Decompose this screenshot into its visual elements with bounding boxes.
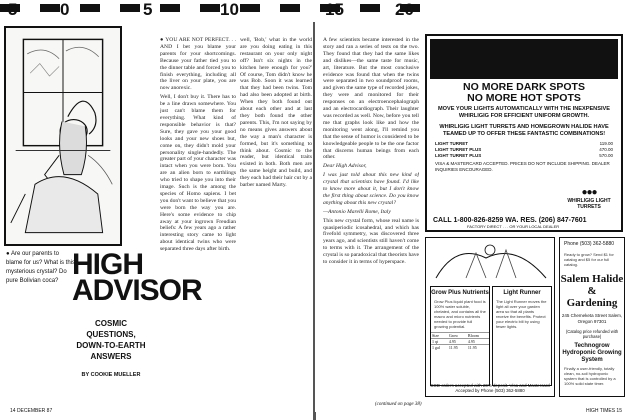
table-cell: 1 gal xyxy=(431,345,448,351)
price-list xyxy=(427,140,621,174)
salem-halide-ad xyxy=(559,237,625,397)
ruler-number: 5 xyxy=(143,0,153,19)
ruler-number: 10 xyxy=(220,0,239,19)
ruler-number: 20 xyxy=(395,0,414,19)
ad-phone-sub: FACTORY DIRECT . . . OR YOUR LOCAL DEALER xyxy=(467,224,560,229)
article-column-3 xyxy=(323,37,419,402)
price-item-name: LIGHT TURRET PLUS xyxy=(435,147,482,152)
table-cell: 4.95 xyxy=(448,339,467,345)
store-name xyxy=(560,273,624,309)
pull-quote-text: Are our parents to blame for us? What is this mysterious crystal? Do pure Bolivian coca? xyxy=(6,251,76,284)
ad-photo xyxy=(430,39,618,79)
ruler-block xyxy=(40,4,60,12)
ruler-block xyxy=(280,4,300,12)
panel-body: Grow Plus liquid plant food is 100% water soluble, chelated, and contains all the macro and micro nutrients needed to provide full growing potential. xyxy=(434,299,486,329)
whirligig-ad xyxy=(425,34,623,232)
grow-plus-ad xyxy=(425,237,555,397)
pull-quote xyxy=(6,250,76,286)
ad-headline: NO MORE HOT SPOTS xyxy=(467,92,581,104)
bullet-icon: ● xyxy=(6,251,10,257)
catalog-note: (Catalog price refunded with purchase) xyxy=(565,329,619,339)
store-address: 245 Chemeketa Street Salem, Oregon 97301 xyxy=(561,313,623,324)
store-name-line: Salem Halide xyxy=(560,273,624,285)
price-table xyxy=(431,332,489,350)
price-item-name: LIGHT TURRET xyxy=(435,141,468,146)
letter-signature: —Antonio Marelli Rome, Italy xyxy=(323,208,391,215)
store-name-line: & xyxy=(587,285,597,297)
ruler-number: 0 xyxy=(60,0,70,19)
body-paragraph: Well, I don't buy it. There has to be a line drawn somewhere. You just can't blame them for everything. What kind of responsible behavior is that? Sure, they gave you your good looks and your new shoes but, come on, they didn't mold your personality single-handedly. The greater part of your character was intact when you were born. You are an alien born to earthlings who tried to shape you into their image. Such is the among the species of Homo sapiens. I bet you don't want to believe that you were born the way you are. Here's some evidence to chip away at your ingrown Freudian beliefs: A few years ago a rather interesting story came to light about identical twins who were separated three days after birth. xyxy=(160,94,236,253)
continued-note: (continued on page 38) xyxy=(375,402,422,407)
letter-salutation: Dear High Advisor, xyxy=(323,163,367,170)
ruler-block xyxy=(160,4,180,12)
whirligig-logo xyxy=(565,187,613,210)
price-value: 470.00 xyxy=(599,147,613,152)
table-cell: 4.95 xyxy=(467,339,489,345)
color-ruler xyxy=(0,0,630,22)
ruler-block xyxy=(360,4,380,12)
table-cell: 11.95 xyxy=(467,345,489,351)
ad-note: VISA & MASTERCARD ACCEPTED. PRICES DO NOT INCLUDE SHIPPING. DEALER INQUIRIES ENCOURAGED. xyxy=(435,161,610,172)
light-runner-panel xyxy=(492,286,552,386)
headline: HIGH ADVISOR xyxy=(72,248,202,307)
panel-title: Light Runner xyxy=(503,290,541,296)
ad-phone: Phone (503) 362-5880 xyxy=(564,241,615,247)
ad-intro: Ready to grow? Send $1 for catalog and $5 for our full catalog. xyxy=(564,252,614,267)
price-item-name: LIGHT TURRET PLUS xyxy=(435,153,482,158)
body-paragraph: This new crystal form, whose real name is quasiperiodic icosahedral, and which has fivefold symmetry, was discovered three years ago, and scientists still haven't come to terms with it. The arrangement of the crystal is so paradoxical that theorists have to consider it in terms of hyperspace. xyxy=(323,217,419,266)
ruler-block xyxy=(240,4,260,12)
logo-text: WHIRLIGIG LIGHT TURRETS xyxy=(567,198,611,210)
panel-body: The Light Runner moves the light all over your garden area so that all plants receive the benefits. Protect your electric bill by using fewer lights. xyxy=(496,299,547,329)
ruler-block xyxy=(200,4,220,12)
page-folio: HIGH TIMES 15 xyxy=(585,408,622,414)
ad-body: WHIRLIGIG LIGHT TURRETS AND HOMEGROWN HALIDE HAVE TEAMED UP TO OFFER THESE FANTASTIC COMBINATIONS! xyxy=(439,124,609,137)
letter-body: I was just told about this new kind of crystal that scientists have found. I'd like to know more about it, but I don't know the first thing about science. Do you know anything about this new crystal? xyxy=(323,172,419,206)
price-row xyxy=(435,153,613,159)
deck: COSMIC QUESTIONS, DOWN-TO-EARTH ANSWERS xyxy=(76,319,146,361)
plant-illustration-icon xyxy=(426,238,554,282)
table-cell: 1 qt xyxy=(431,339,448,345)
grow-plus-panel xyxy=(430,286,490,386)
ad-headline: NO MORE DARK SPOTS xyxy=(463,81,585,93)
store-name-line: Gardening xyxy=(566,297,618,309)
table-cell: Bloom xyxy=(467,333,489,339)
price-value: 570.00 xyxy=(599,153,613,158)
right-page xyxy=(315,22,630,412)
table-row xyxy=(431,345,489,351)
line-drawing-icon xyxy=(6,28,120,244)
dots-icon: ●●● xyxy=(581,187,597,198)
ad-subhead: MOVE YOUR LIGHTS AUTOMATICALLY WITH THE INEXPENSIVE WHIRLIGIG FOR EFFICIENT UNIFORM GROWTH. xyxy=(438,106,610,119)
left-page xyxy=(0,22,315,412)
table-cell: Grow xyxy=(448,333,467,339)
product-description: Finally a user-friendly, totally clean, no-soil hydroponic system that is controlled by a 100% solid state timer. xyxy=(564,366,616,386)
illustration-woman-at-window xyxy=(4,26,122,246)
byline: BY COOKIE MUELLER xyxy=(81,372,141,378)
table-cell: 11.95 xyxy=(448,345,467,351)
page-folio: 14 DECEMBER 87 xyxy=(10,408,53,414)
product-title: Technogrow Hydroponic Growing System xyxy=(562,343,622,363)
ruler-number: 5 xyxy=(8,0,18,19)
ad-phone: CALL 1-800-826-8259 WA. RES. (206) 847-7601 xyxy=(433,217,587,224)
price-value: 119.00 xyxy=(599,141,613,146)
ad-footer: COD orders accepted with 20% deposit. Visa and Mastercard Accepted by Phone (503) 362-5880 xyxy=(430,383,550,393)
ruler-block xyxy=(80,4,100,12)
panel-title: Grow Plus Nutrients xyxy=(431,290,489,296)
ruler-block xyxy=(120,4,140,12)
bullet-icon: ● xyxy=(160,37,164,43)
intro-paragraph: YOU ARE NOT PERFECT. . . AND I bet you blame your parents for your shortcomings. Because your father tied you to the dinner table and forced you to finish everything, including all the liver on your plate, you are now anorexic. xyxy=(160,37,236,92)
ruler-number: 15 xyxy=(325,0,344,19)
body-paragraph: well, 'Bob,' what in the world are you doing eating in this restaurant on your only night off? Isn't six nights in the kitchen here enough for you?' Of course, Tom didn't know he was Bob. Soon it was learned that they had been twins. Tom had also been adopted at birth. When they both found out about each other and at last they both found the other parents. This, I'm not saying by no means gives answers about the way a man's character is formed, but it's something to think about. Cosmic to the reader, but identical traits existed in both. Both men are the same height and build, and they each had their hair cut by a barber named Marty. xyxy=(240,37,312,189)
table-cell: Size xyxy=(431,333,448,339)
article-column-1 xyxy=(160,37,236,392)
body-paragraph: A few scientists became interested in the story and ran a series of tests on the two. They found that they had the same likes and dislikes—the same taste for music, art, literature. But the most conclusive evidence was found that when the twins were separated in two soundproof rooms, and given the same type of recorded jokes, they were and monitored for their responses on an electroencephalograph and an electrocardiograph. Their laughter was recorded as well. Now, before you tell me that graphs look like and how the monitoring went along, I'll remind you that the sense of humor is considered to be knowledgeable people to be the one factor that discerns human beings from each other. xyxy=(323,37,419,161)
article-column-2 xyxy=(240,37,312,392)
